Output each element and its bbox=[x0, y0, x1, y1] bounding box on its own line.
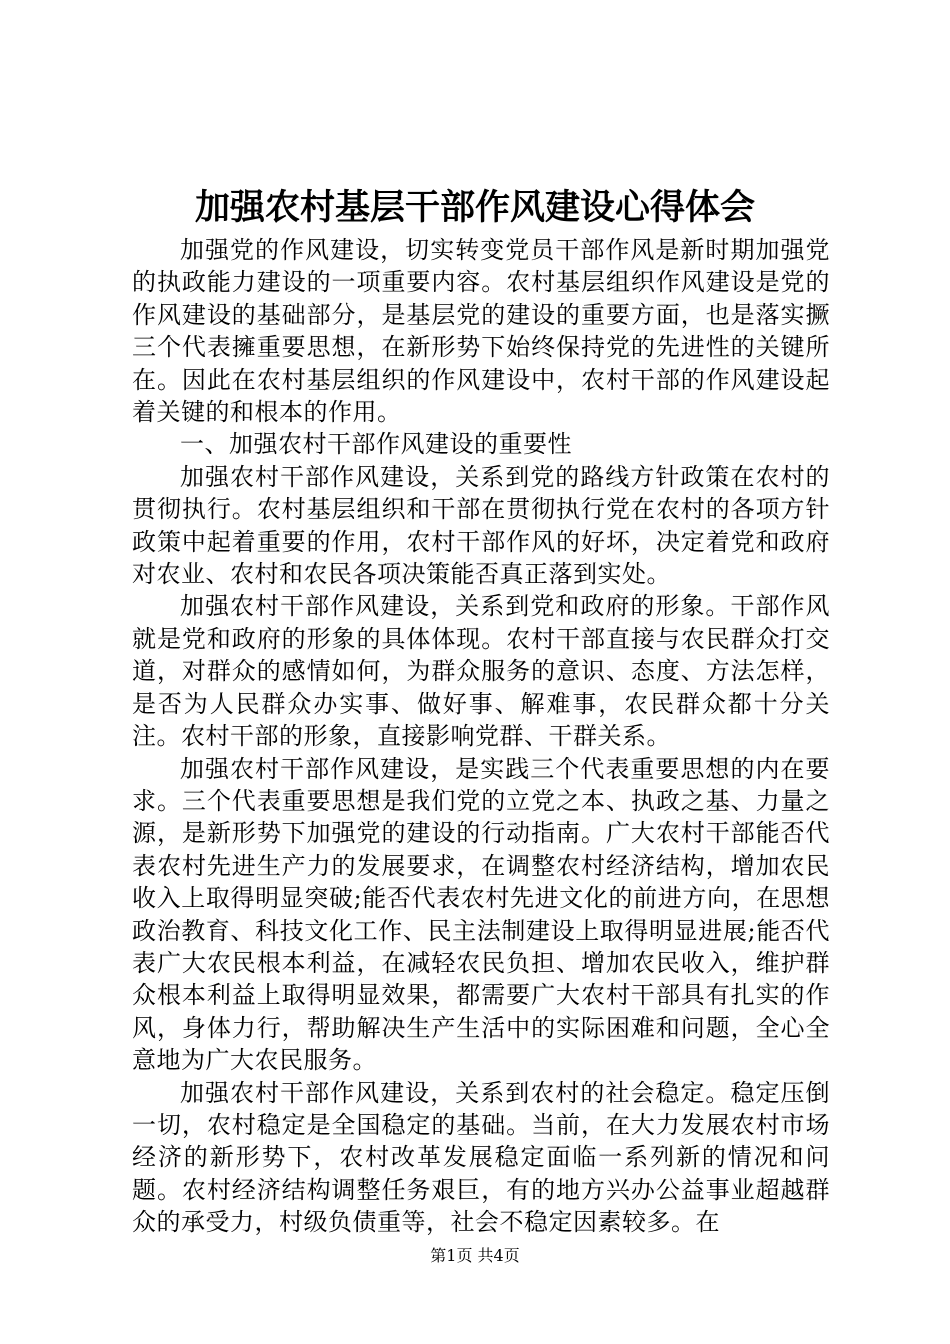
page-footer: 第1页 共4页 bbox=[430, 1246, 520, 1265]
paragraph-three-represents: 加强农村干部作风建设，是实践三个代表重要思想的内在要求。三个代表重要思想是我们党的立党之本、执政之基、力量之源，是新形势下加强党的建设的行动指南。广大农村干部能否代表农村先进生产力的发展要求，在调整农村经济结构，增加农民收入上取得明显突破;能否代表农村先进文化的前进方向，在思想政治教育、科技文化工作、民主法制建设上取得明显进展;能否代表广大农民根本利益，在减轻农民负担、增加农民收入，维护群众根本利益上取得明显效果，都需要广大农村干部具有扎实的作风，身体力行，帮助解决生产生活中的实际困难和问题，全心全意地为广大农民服务。 bbox=[132, 754, 830, 1075]
document-body bbox=[132, 234, 830, 1239]
document-title: 加强农村基层干部作风建设心得体会 bbox=[194, 187, 755, 228]
paragraph-stability: 加强农村干部作风建设，关系到农村的社会稳定。稳定压倒一切，农村稳定是全国稳定的基础。当前，在大力发展农村市场经济的新形势下，农村改革发展稳定面临一系列新的情况和问题。农村经济结构调整任务艰巨，有的地方兴办公益事业超越群众的承受力，村级负债重等，社会不稳定因素较多。在 bbox=[132, 1078, 830, 1237]
paragraph-intro: 加强党的作风建设，切实转变党员干部作风是新时期加强党的执政能力建设的一项重要内容。农村基层组织作风建设是党的作风建设的基础部分，是基层党的建设的重要方面，也是落实撅三个代表擁重要思想，在新形势下始终保持党的先进性的关键所在。因此在农村基层组织的作风建设中，农村干部的作风建设起着关键的和根本的作用。 bbox=[132, 236, 830, 427]
section-heading: 一、加强农村干部作风建设的重要性 bbox=[180, 430, 572, 459]
paragraph-image: 加强农村干部作风建设，关系到党和政府的形象。干部作风就是党和政府的形象的具体体现。农村干部直接与农民群众打交道，对群众的感情如何，为群众服务的意识、态度、方法怎样，是否为人民群众办实事、做好事、解难事，农民群众都十分关注。农村干部的形象，直接影响党群、干群关系。 bbox=[132, 592, 830, 751]
paragraph-policy: 加强农村干部作风建设，关系到党的路线方针政策在农村的贯彻执行。农村基层组织和干部在贯彻执行党在农村的各项方针政策中起着重要的作用，农村干部作风的好坏，决定着党和政府对农业、农村和农民各项决策能否真正落到实处。 bbox=[132, 462, 830, 589]
